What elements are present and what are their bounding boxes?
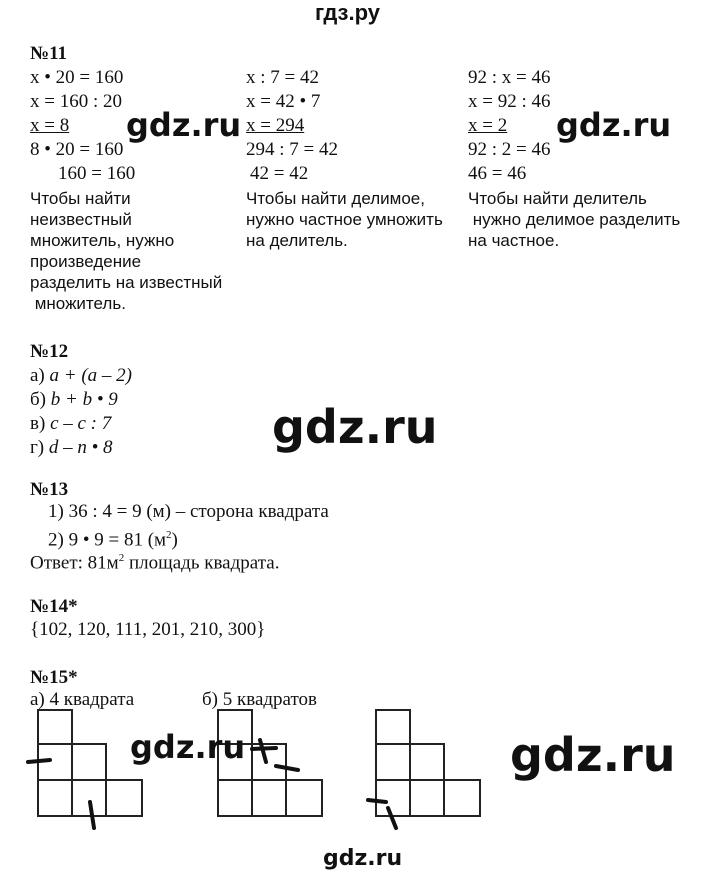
item-expression: a + (a – 2) <box>49 365 132 386</box>
task-13-number: №13 <box>30 479 69 500</box>
equation: 8 • 20 = 160 <box>30 139 124 160</box>
superscript: 2 <box>166 529 172 541</box>
equation: x • 20 = 160 <box>30 67 124 88</box>
item-label: г) <box>30 437 49 458</box>
watermark: gdz.ru <box>126 106 242 144</box>
task-15-b-label: б) 5 квадратов <box>202 689 318 710</box>
item-label: в) <box>30 413 51 434</box>
task-12-items <box>30 364 132 460</box>
task-14-number: №14* <box>30 596 78 617</box>
note-line: на частное. <box>468 231 560 250</box>
task-12-item <box>30 388 132 412</box>
task-15-number: №15* <box>30 667 78 688</box>
step-text-end: ) <box>171 529 178 551</box>
task-11-col2 <box>246 66 338 186</box>
answer-text: Ответ: 81м <box>30 552 119 574</box>
task-11-col3-note <box>468 188 680 251</box>
note-line: произведение <box>30 252 142 271</box>
task-11-number: №11 <box>30 43 68 64</box>
moved-match <box>368 800 386 802</box>
site-header: гдз.ру <box>315 0 380 25</box>
item-expression: d – n • 8 <box>48 437 113 458</box>
equation: x : 7 = 42 <box>246 67 319 88</box>
equation-result: x = 2 <box>468 115 508 136</box>
moved-match <box>90 802 94 828</box>
note-line: на делитель. <box>246 231 348 250</box>
note-line: нужно делимое разделить <box>468 210 681 229</box>
equation: 92 : x = 46 <box>468 67 551 88</box>
task-11-col3 <box>468 66 551 186</box>
equation-result: x = 294 <box>246 115 305 136</box>
equation: 160 = 160 <box>58 163 136 184</box>
equation: x = 160 : 20 <box>30 91 122 112</box>
watermark: gdz.ru <box>272 400 438 454</box>
note-line: Чтобы найти <box>30 189 131 208</box>
item-label: б) <box>30 389 51 410</box>
matchstick-figure-c <box>358 704 498 832</box>
task-12-item <box>30 436 132 460</box>
note-line: Чтобы найти делимое, <box>246 189 425 208</box>
task-11-col2-note <box>246 188 443 251</box>
watermark: gdz.ru <box>510 728 676 782</box>
task-12-item <box>30 412 132 436</box>
moved-match <box>252 748 276 749</box>
answer-text-end: площадь квадрата. <box>124 552 280 574</box>
task-13-step-1: 1) 36 : 4 = 9 (м) – сторона квадрата <box>48 501 329 522</box>
equation: x = 42 • 7 <box>246 91 321 112</box>
superscript: 2 <box>118 552 125 564</box>
task-12-item <box>30 364 132 388</box>
moved-match <box>276 766 298 770</box>
step-text: 2) 9 • 9 = 81 (м <box>48 529 167 551</box>
watermark: gdz.ru <box>556 106 672 144</box>
moved-match <box>28 760 50 762</box>
note-line: неизвестный <box>30 210 132 229</box>
equation: 92 : 2 = 46 <box>468 139 551 160</box>
note-line: разделить на известный <box>30 273 223 292</box>
item-expression: b + b • 9 <box>50 389 118 410</box>
note-line: нужно частное умножить <box>246 210 443 229</box>
item-label: а) <box>30 365 50 386</box>
equation: 294 : 7 = 42 <box>246 139 338 160</box>
task-11-col1 <box>30 66 135 186</box>
moved-match <box>388 808 396 828</box>
task-12-number: №12 <box>30 341 69 362</box>
watermark: gdz.ru <box>323 846 403 871</box>
note-line: множитель, нужно <box>30 231 175 250</box>
note-line: Чтобы найти делитель <box>468 189 647 208</box>
task-15-a-label: а) 4 квадрата <box>30 689 135 710</box>
matchstick-figure-b <box>200 704 340 832</box>
task-11-col1-note <box>30 188 222 314</box>
equation: 46 = 46 <box>468 163 527 184</box>
equation: x = 92 : 46 <box>468 91 551 112</box>
equation-result: x = 8 <box>30 115 70 136</box>
task-14-set: {102, 120, 111, 201, 210, 300} <box>30 619 266 640</box>
item-expression: c – c : 7 <box>50 413 112 434</box>
note-line: множитель. <box>30 294 126 313</box>
matchstick-figure-a <box>20 704 160 832</box>
equation: 42 = 42 <box>250 163 309 184</box>
task-13-answer <box>30 546 279 575</box>
watermark: gdz.ru <box>130 728 246 766</box>
